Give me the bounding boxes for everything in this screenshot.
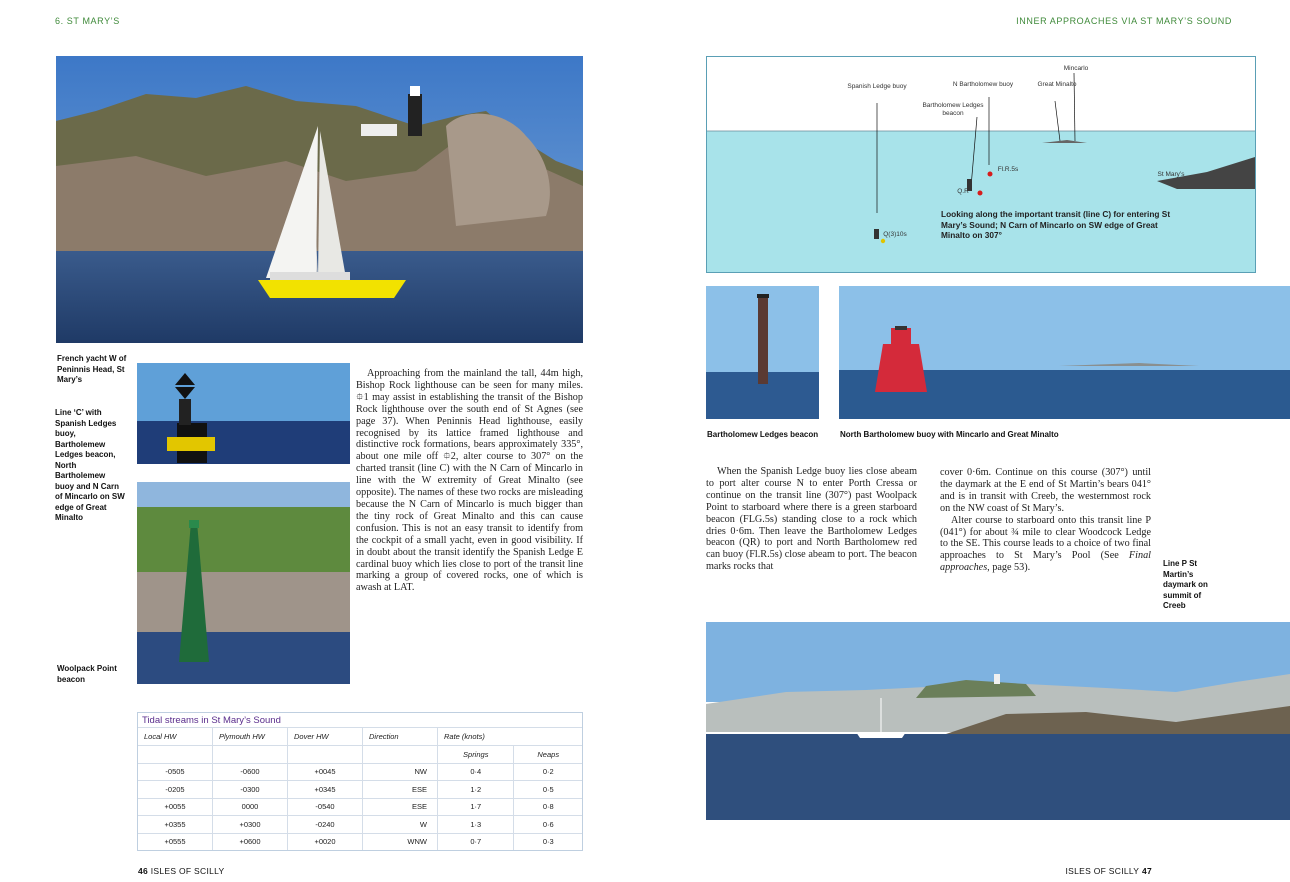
footer-left [138, 866, 225, 876]
label-great-minalto: Great Minalto [1037, 81, 1077, 88]
tidal-streams-table [137, 712, 583, 851]
col-neaps: Neaps [514, 746, 582, 764]
cell: -0300 [213, 781, 288, 799]
cell: ESE [363, 781, 438, 799]
footer-title-left: ISLES OF SCILLY [150, 866, 225, 876]
cell: NW [363, 763, 438, 781]
table-row [138, 833, 582, 850]
caption-french-yacht: French yacht W of Peninnis Head, St Mary’s [57, 354, 127, 384]
cell: 0·5 [514, 781, 582, 799]
cell: 0·8 [514, 798, 582, 816]
caption-north-bartholomew: North Bartholomew buoy with Mincarlo and Great Minalto [840, 430, 1059, 439]
caption-bartholomew-beacon: Bartholomew Ledges beacon [707, 430, 819, 439]
paragraph-text: Alter course to starboard onto this transit line P (041°) for about ¾ mile to clear Woodcock Ledge to the SE. This course leads to a choice of two final approaches to St Mary’s Pool (See [940, 514, 1151, 562]
cell: +0345 [288, 781, 363, 799]
cell: -0240 [288, 816, 363, 834]
col-springs: Springs [438, 746, 514, 764]
cell: 0·6 [514, 816, 582, 834]
woolpack-point-beacon-photo [137, 482, 350, 684]
cell: -0540 [288, 798, 363, 816]
cell: +0055 [138, 798, 213, 816]
cell: ESE [363, 798, 438, 816]
right-paragraph-3 [940, 515, 1151, 575]
footer-title-right: ISLES OF SCILLY [1065, 866, 1140, 876]
footer-right [1065, 866, 1152, 876]
cell: 0·3 [514, 833, 582, 850]
cell: +0300 [213, 816, 288, 834]
left-body-text [356, 368, 583, 594]
label-q3: Q(3)10s [883, 231, 907, 238]
cell: 0·2 [514, 763, 582, 781]
table-row [138, 781, 582, 799]
running-header-left: 6. ST MARY’S [55, 16, 120, 26]
cell: 0·7 [438, 833, 514, 850]
french-yacht-photo [56, 56, 583, 343]
cell: +0020 [288, 833, 363, 850]
col-direction: Direction [363, 728, 438, 746]
col-plymouth-hw: Plymouth HW [213, 728, 288, 746]
spanish-ledges-buoy-photo [137, 363, 350, 464]
cell: -0205 [138, 781, 213, 799]
caption-line-p: Line P St Martin’s daymark on summit of Creeb [1163, 559, 1208, 610]
col-rate: Rate (knots) [438, 728, 583, 746]
label-st-marys: St Mary’s [1157, 171, 1185, 178]
col-local-hw: Local HW [138, 728, 213, 746]
bartholomew-ledges-beacon-photo [706, 286, 819, 419]
cell: +0600 [213, 833, 288, 850]
cell: -0600 [213, 763, 288, 781]
cell: W [363, 816, 438, 834]
page-number-left: 46 [138, 866, 149, 876]
cell: +0355 [138, 816, 213, 834]
cell: +0045 [288, 763, 363, 781]
final-approaches-ref: Final approaches [940, 550, 1151, 574]
right-paragraph-2: cover 0·6m. Continue on this course (307°) until the daymark at the E end of St Martin’s bears 041° and is in transit with Creeb, the westernmost rock on the NW coast of St Mary’s. [940, 467, 1151, 514]
cell: WNW [363, 833, 438, 850]
right-paragraph-1: When the Spanish Ledge buoy lies close abeam to port alter course N to enter Porth Cressa or continue on the transit line (307°) past Woolpack Point to starboard where there is a green starboard beacon (FLG.5s) standing close to a rock which dries 0·6m. Then leave the Bartholomew Ledges beacon (QR) to port and North Bartholomew red can buoy (Fl.R.5s) close abeam to port. The beacon marks rocks that [706, 466, 917, 573]
col-dover-hw: Dover HW [288, 728, 363, 746]
cell: 0·4 [438, 763, 514, 781]
label-spanish-ledge: Spanish Ledge buoy [847, 83, 907, 90]
caption-line-c: Line ‘C’ with Spanish Ledges buoy, Bartholemew Ledges beacon, North Bartholemew buoy and N Carn of Mincarlo on SW edge of Great Minalto [55, 408, 125, 522]
right-body-text-col2 [940, 467, 1151, 574]
cell: 0000 [213, 798, 288, 816]
cell: +0555 [138, 833, 213, 850]
cell: 1·3 [438, 816, 514, 834]
label-mincarlo: Mincarlo [1063, 65, 1089, 72]
table-row [138, 763, 582, 781]
running-header-right: INNER APPROACHES VIA ST MARY’S SOUND [1016, 16, 1232, 26]
label-flr: Fl.R.5s [997, 166, 1019, 173]
caption-woolpack: Woolpack Point beacon [57, 664, 117, 684]
diagram-caption: Looking along the important transit (line C) for entering St Mary’s Sound; N Carn of Mincarlo on SW edge of Great Minalto on 307° [941, 209, 1171, 240]
left-paragraph: Approaching from the mainland the tall, 44m high, Bishop Rock lighthouse can be seen for many miles. ⯐1 may assist in establishing the transit of the Bishop Rock lighthouse over the south end of St Agnes (see page 37). When Peninnis Head lighthouse, easily recognised by its lattice framed lighthouse and distinctive rock formations, bears approximately 335°, about one mile off ⯐2, alter course to 307° on the charted transit (line C) with the N Carn of Mincarlo in line with the W extremity of Great Minalto (see opposite). The names of these two rocks are misleading because the N Carn of Mincarlo is much bigger than the tiny rock of Great Minalto and this can cause confusion. This is not an easy transit to identify from the cockpit of a small yacht, even in good visibility. If in doubt about the transit identify the Spanish Ledge E cardinal buoy which lies close to port of the transit line marking a group of covered rocks, one of which is awash at LAT. [356, 368, 583, 594]
label-qr: Q.R [957, 188, 969, 195]
north-bartholomew-buoy-photo [839, 286, 1290, 419]
label-bartholomew-ledges: Bartholomew Ledges beacon [922, 102, 984, 117]
right-body-text-col1 [706, 466, 917, 573]
paragraph-text: , page 53). [987, 562, 1031, 574]
label-n-bartholomew: N Bartholomew buoy [952, 81, 1014, 88]
page-number-right: 47 [1141, 866, 1152, 876]
table-row [138, 816, 582, 834]
line-p-daymark-photo [706, 622, 1290, 820]
cell: 1·7 [438, 798, 514, 816]
transit-diagram [706, 56, 1256, 273]
table-row [138, 798, 582, 816]
cell: 1·2 [438, 781, 514, 799]
cell: -0505 [138, 763, 213, 781]
table-title: Tidal streams in St Mary’s Sound [142, 715, 281, 726]
